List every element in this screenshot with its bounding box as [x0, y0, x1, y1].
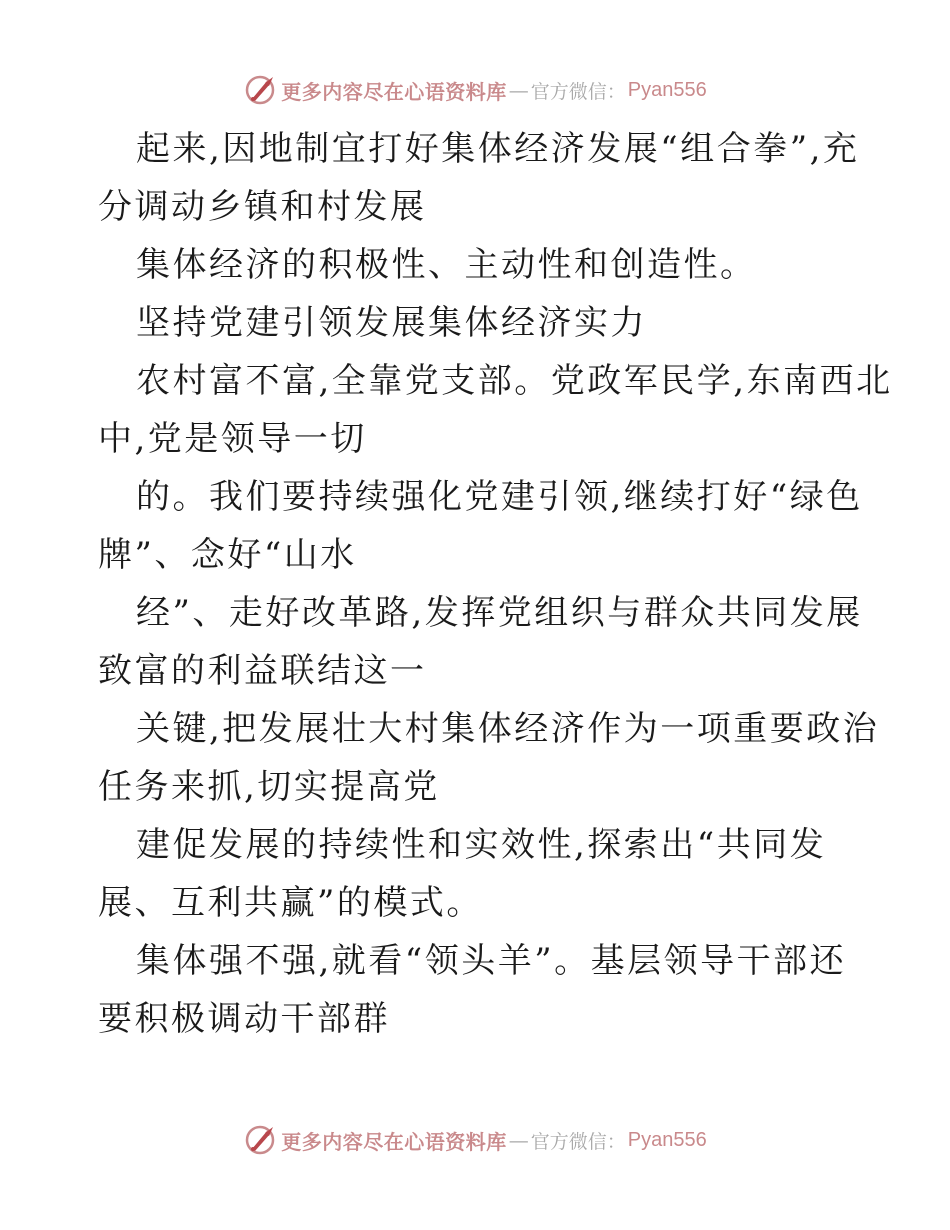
text-line: 集体强不强,就看“领头羊”。基层领导干部还	[136, 941, 847, 981]
section-heading: 坚持党建引领发展集体经济实力	[136, 303, 647, 343]
quill-pen-logo-icon	[243, 1123, 277, 1157]
text-line: 要积极调动干部群	[98, 999, 390, 1039]
watermark-dash: —	[508, 1128, 529, 1152]
text-line: 关键,把发展壮大村集体经济作为一项重要政治	[136, 709, 880, 749]
text-line: 任务来抓,切实提高党	[98, 767, 440, 807]
text-line: 中,党是领导一切	[98, 419, 367, 459]
text-line: 建促发展的持续性和实效性,探索出“共同发	[136, 825, 827, 865]
watermark-wechat-label: 官方微信：	[530, 80, 626, 103]
text-line: 牌”、念好“山水	[98, 535, 357, 575]
watermark-dash: —	[508, 78, 529, 102]
text-line: 的。我们要持续强化党建引领,继续打好“绿色	[136, 477, 863, 517]
watermark-brand-text: 更多内容尽在心语资料库	[281, 79, 507, 104]
text-line: 经”、走好改革路,发挥党组织与群众共同发展	[136, 593, 863, 633]
text-line: 分调动乡镇和村发展	[98, 187, 427, 227]
document-body	[98, 120, 893, 1048]
header-watermark	[0, 70, 950, 110]
watermark-wechat-id: Pyan556	[627, 78, 707, 101]
footer-watermark	[0, 1120, 950, 1160]
quill-pen-logo-icon	[243, 73, 277, 107]
watermark-wechat-id: Pyan556	[627, 1128, 707, 1151]
text-line: 农村富不富,全靠党支部。党政军民学,东南西北	[136, 361, 893, 401]
text-line: 起来,因地制宜打好集体经济发展“组合拳”,充	[136, 129, 860, 169]
watermark-brand-text: 更多内容尽在心语资料库	[281, 1129, 507, 1154]
text-line: 展、互利共赢”的模式。	[98, 883, 483, 923]
text-line: 致富的利益联结这一	[98, 651, 427, 691]
text-line: 集体经济的积极性、主动性和创造性。	[136, 245, 757, 285]
watermark-wechat-label: 官方微信：	[530, 1130, 626, 1153]
